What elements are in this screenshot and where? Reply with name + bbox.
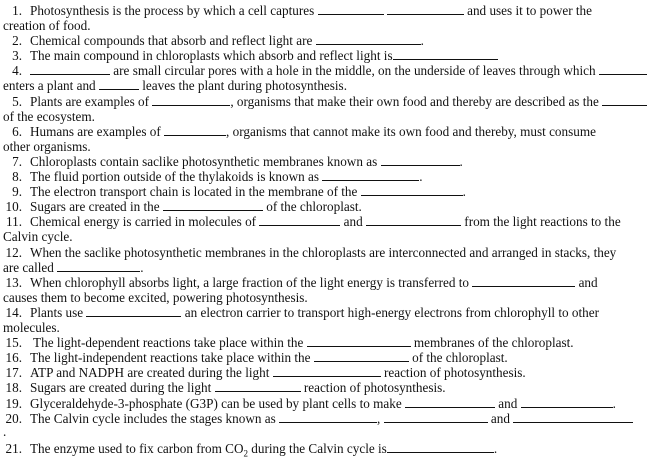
question-11-cont <box>3 229 73 244</box>
question-text: The light-independent reactions take place within the <box>30 350 314 365</box>
question-number: 5. <box>12 94 22 109</box>
question-9 <box>0 184 466 199</box>
answer-blank[interactable] <box>387 3 464 15</box>
question-text: other organisms. <box>3 139 91 154</box>
question-5-cont <box>3 109 95 124</box>
answer-blank[interactable] <box>599 63 647 75</box>
question-number: 15. <box>5 335 22 350</box>
question-number: 18. <box>5 380 22 395</box>
question-text: Chemical energy is carried in molecules of <box>30 214 260 229</box>
answer-blank[interactable] <box>152 94 230 106</box>
question-text: an electron carrier to transport high-energy electrons from chlorophyll to other <box>181 305 599 320</box>
question-number: 19. <box>5 396 22 411</box>
question-text: are called <box>3 260 58 275</box>
question-text: ATP and NADPH are created during the light <box>30 365 273 380</box>
answer-blank[interactable] <box>279 411 377 423</box>
answer-blank[interactable] <box>381 154 460 166</box>
question-19 <box>0 396 616 411</box>
question-text: and <box>340 214 366 229</box>
question-2 <box>0 33 424 48</box>
question-number: 13. <box>5 275 22 290</box>
question-text: reaction of photosynthesis. <box>300 380 446 395</box>
answer-blank[interactable] <box>387 441 494 453</box>
answer-blank[interactable] <box>322 169 419 181</box>
question-number: 16. <box>5 350 22 365</box>
question-number: 20. <box>5 411 22 426</box>
question-20 <box>0 411 633 426</box>
answer-blank[interactable] <box>405 396 495 408</box>
answer-blank[interactable] <box>361 184 463 196</box>
subscript: 2 <box>243 448 248 459</box>
question-7 <box>0 154 463 169</box>
question-text: from the light reactions to the <box>461 214 621 229</box>
question-text: , organisms that cannot make its own food and thereby, must consume <box>226 124 596 139</box>
question-text: Calvin cycle. <box>3 229 73 244</box>
question-number: 17. <box>5 365 22 380</box>
question-12-cont <box>3 260 143 275</box>
question-text: causes them to become excited, powering photosynthesis. <box>3 290 308 305</box>
question-12 <box>0 245 616 260</box>
question-number: 9. <box>12 184 22 199</box>
question-13-cont <box>3 290 308 305</box>
answer-blank[interactable] <box>318 3 384 15</box>
answer-blank[interactable] <box>513 411 633 423</box>
question-8 <box>0 169 423 184</box>
question-text: Glyceraldehyde-3-phosphate (G3P) can be used by plant cells to make <box>30 396 405 411</box>
answer-blank[interactable] <box>164 124 226 136</box>
answer-blank[interactable] <box>366 214 461 226</box>
question-text: leaves the plant during photosynthesis. <box>138 78 347 93</box>
question-number: 14. <box>5 305 22 320</box>
question-text: The light-dependent reactions take place within the <box>30 335 307 350</box>
question-text: Plants use <box>30 305 87 320</box>
answer-blank[interactable] <box>314 350 409 362</box>
answer-blank[interactable] <box>273 365 381 377</box>
question-text: The Calvin cycle includes the stages known as <box>30 411 280 426</box>
question-text: The enzyme used to fix carbon from CO <box>30 441 244 456</box>
question-13 <box>0 275 598 290</box>
answer-blank[interactable] <box>307 335 411 347</box>
question-16 <box>0 350 508 365</box>
answer-blank[interactable] <box>472 275 575 287</box>
question-text: are small circular pores with a hole in the middle, on the underside of leaves through which <box>110 63 599 78</box>
question-6-cont <box>3 139 91 154</box>
question-1-cont <box>3 18 91 33</box>
question-14 <box>0 305 599 320</box>
question-text: and <box>487 411 514 426</box>
question-text: and uses it to power the <box>463 3 592 18</box>
question-text: during the Calvin cycle is <box>248 441 387 456</box>
answer-blank[interactable] <box>163 199 263 211</box>
question-text: . <box>462 184 466 199</box>
answer-blank[interactable] <box>30 63 110 75</box>
question-number: 2. <box>12 33 22 48</box>
question-text: Chloroplasts contain saclike photosynthetic membranes known as <box>30 154 381 169</box>
question-number: 7. <box>12 154 22 169</box>
answer-blank[interactable] <box>215 380 301 392</box>
question-1 <box>0 3 592 18</box>
question-text: reaction of photosynthesis. <box>380 365 526 380</box>
question-text: . <box>612 396 616 411</box>
question-text: and <box>575 275 598 290</box>
question-text: membranes of the chloroplast. <box>410 335 574 350</box>
question-text: of the chloroplast. <box>408 350 508 365</box>
question-text: . <box>493 441 498 456</box>
question-text: . <box>419 169 423 184</box>
question-number: 21. <box>5 441 22 456</box>
answer-blank[interactable] <box>384 411 488 423</box>
question-text: , organisms that make their own food and thereby are described as the <box>230 94 603 109</box>
answer-blank[interactable] <box>259 214 340 226</box>
question-text: Sugars are created in the <box>30 199 163 214</box>
question-text: When chlorophyll absorbs light, a large fraction of the light energy is transferred to <box>30 275 473 290</box>
answer-blank[interactable] <box>99 78 139 90</box>
question-number: 6. <box>12 124 22 139</box>
question-text: Humans are examples of <box>30 124 165 139</box>
question-17 <box>0 365 526 380</box>
question-text: The main compound in chloroplasts which absorb and reflect light is <box>30 48 393 63</box>
question-text: When the saclike photosynthetic membranes in the chloroplasts are interconnected and arranged in stacks, they <box>30 245 617 260</box>
question-11 <box>0 214 621 229</box>
question-text: . <box>3 424 7 439</box>
question-15 <box>0 335 574 350</box>
answer-blank[interactable] <box>316 33 421 45</box>
question-text: molecules. <box>3 320 60 335</box>
question-text: of the chloroplast. <box>262 199 362 214</box>
answer-blank[interactable] <box>521 396 613 408</box>
question-10 <box>0 199 362 214</box>
question-text: and <box>495 396 521 411</box>
question-number: 8. <box>12 169 22 184</box>
question-3 <box>0 48 498 63</box>
question-18 <box>0 380 446 395</box>
question-text: . <box>420 33 424 48</box>
question-text: Plants are examples of <box>30 94 153 109</box>
answer-blank[interactable] <box>86 305 181 317</box>
question-text: The fluid portion outside of the thylakoids is known as <box>30 169 323 184</box>
question-text: enters a plant and <box>3 78 99 93</box>
question-text: of the ecosystem. <box>3 109 95 124</box>
question-4 <box>0 63 647 78</box>
question-5 <box>0 94 647 109</box>
question-4-cont <box>3 78 347 93</box>
answer-blank[interactable] <box>57 260 140 272</box>
question-text: . <box>140 260 144 275</box>
question-14-cont <box>3 320 60 335</box>
question-number: 11. <box>6 214 22 229</box>
question-21 <box>0 441 498 459</box>
question-number: 4. <box>12 63 22 78</box>
question-text: Sugars are created during the light <box>30 380 215 395</box>
question-text: creation of food. <box>3 18 91 33</box>
question-text: , <box>377 411 384 426</box>
question-text: . <box>459 154 463 169</box>
question-text: Photosynthesis is the process by which a cell captures <box>30 3 318 18</box>
answer-blank[interactable] <box>393 48 498 60</box>
answer-blank[interactable] <box>602 94 647 106</box>
question-6 <box>0 124 596 139</box>
question-text: Chemical compounds that absorb and reflect light are <box>30 33 316 48</box>
question-number: 3. <box>12 48 22 63</box>
question-text: The electron transport chain is located in the membrane of the <box>30 184 361 199</box>
question-number: 12. <box>5 245 22 260</box>
question-number: 1. <box>12 3 22 18</box>
question-20-cont <box>3 424 6 439</box>
question-number: 10. <box>5 199 22 214</box>
